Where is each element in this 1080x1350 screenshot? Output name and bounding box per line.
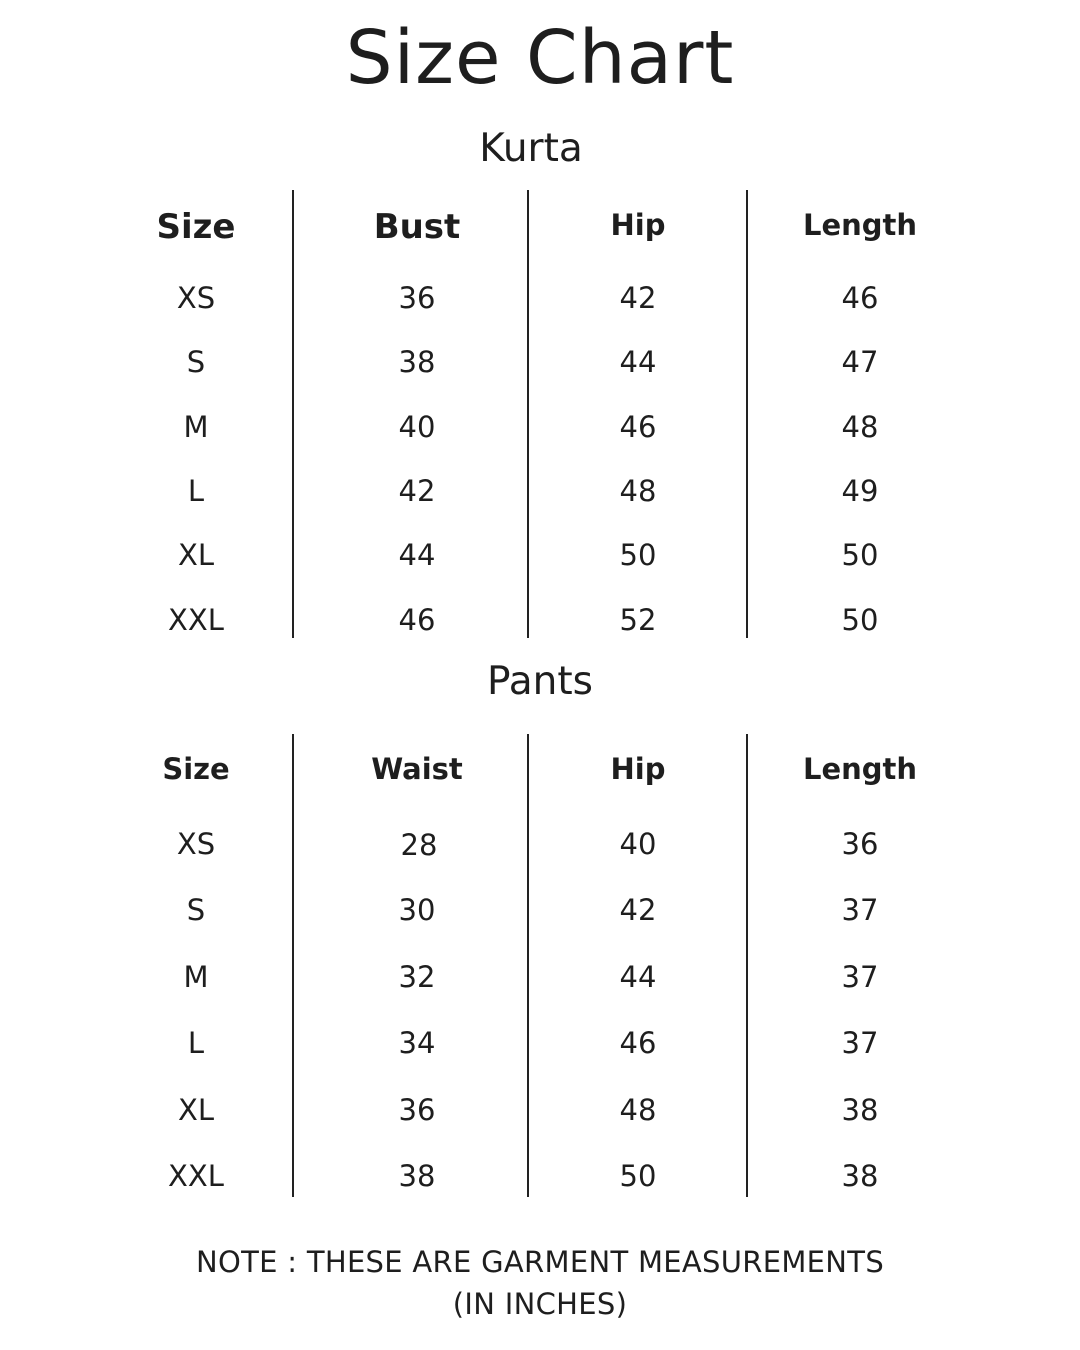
cell-length: 50	[841, 538, 879, 572]
header-bust: Bust	[373, 207, 461, 247]
cell-length: 47	[841, 345, 879, 379]
cell-size: L	[187, 474, 205, 508]
cell-bust: 40	[398, 410, 436, 444]
header-size: Size	[156, 207, 236, 247]
cell-size: XS	[176, 827, 216, 861]
cell-length: 50	[841, 603, 879, 637]
header-hip: Hip	[610, 208, 666, 242]
cell-length: 49	[841, 474, 879, 508]
cell-bust: 44	[398, 538, 436, 572]
kurta-size-table	[0, 190, 1080, 638]
cell-hip: 50	[619, 1159, 657, 1193]
measurement-note	[0, 1241, 1080, 1325]
cell-hip: 48	[619, 474, 657, 508]
pants-size-table	[0, 734, 1080, 1197]
cell-size: XXL	[168, 603, 224, 637]
cell-length: 36	[841, 827, 879, 861]
cell-waist: 38	[398, 1159, 436, 1193]
kurta-section-title: Kurta	[479, 126, 583, 171]
cell-hip: 42	[619, 281, 657, 315]
cell-size: M	[183, 960, 209, 994]
cell-size: XXL	[168, 1159, 224, 1193]
cell-waist: 34	[398, 1026, 436, 1060]
cell-waist: 28	[400, 828, 438, 862]
header-length: Length	[802, 752, 918, 786]
cell-hip: 48	[619, 1093, 657, 1127]
cell-hip: 52	[619, 603, 657, 637]
header-hip: Hip	[610, 752, 666, 786]
cell-size: XL	[177, 1093, 215, 1127]
note-line-1: NOTE : THESE ARE GARMENT MEASUREMENTS	[195, 1245, 885, 1279]
header-length: Length	[802, 208, 918, 242]
header-size: Size	[162, 752, 230, 786]
cell-bust: 36	[398, 281, 436, 315]
cell-hip: 44	[619, 960, 657, 994]
page-title: Size Chart	[345, 15, 735, 101]
cell-hip: 40	[619, 827, 657, 861]
cell-waist: 32	[398, 960, 436, 994]
cell-length: 37	[841, 960, 879, 994]
cell-size: XS	[176, 281, 216, 315]
cell-length: 38	[841, 1093, 879, 1127]
cell-size: M	[183, 410, 209, 444]
cell-hip: 44	[619, 345, 657, 379]
cell-size: S	[186, 893, 206, 927]
cell-size: S	[186, 345, 206, 379]
cell-hip: 46	[619, 1026, 657, 1060]
cell-bust: 38	[398, 345, 436, 379]
cell-length: 46	[841, 281, 879, 315]
cell-waist: 36	[398, 1093, 436, 1127]
cell-size: L	[187, 1026, 205, 1060]
cell-bust: 42	[398, 474, 436, 508]
cell-hip: 50	[619, 538, 657, 572]
header-waist: Waist	[371, 752, 463, 786]
cell-length: 37	[841, 893, 879, 927]
cell-size: XL	[177, 538, 215, 572]
pants-section-title: Pants	[487, 659, 593, 704]
cell-hip: 46	[619, 410, 657, 444]
cell-length: 37	[841, 1026, 879, 1060]
cell-hip: 42	[619, 893, 657, 927]
note-line-2: (IN INCHES)	[452, 1287, 628, 1321]
cell-waist: 30	[398, 893, 436, 927]
cell-bust: 46	[398, 603, 436, 637]
cell-length: 48	[841, 410, 879, 444]
cell-length: 38	[841, 1159, 879, 1193]
